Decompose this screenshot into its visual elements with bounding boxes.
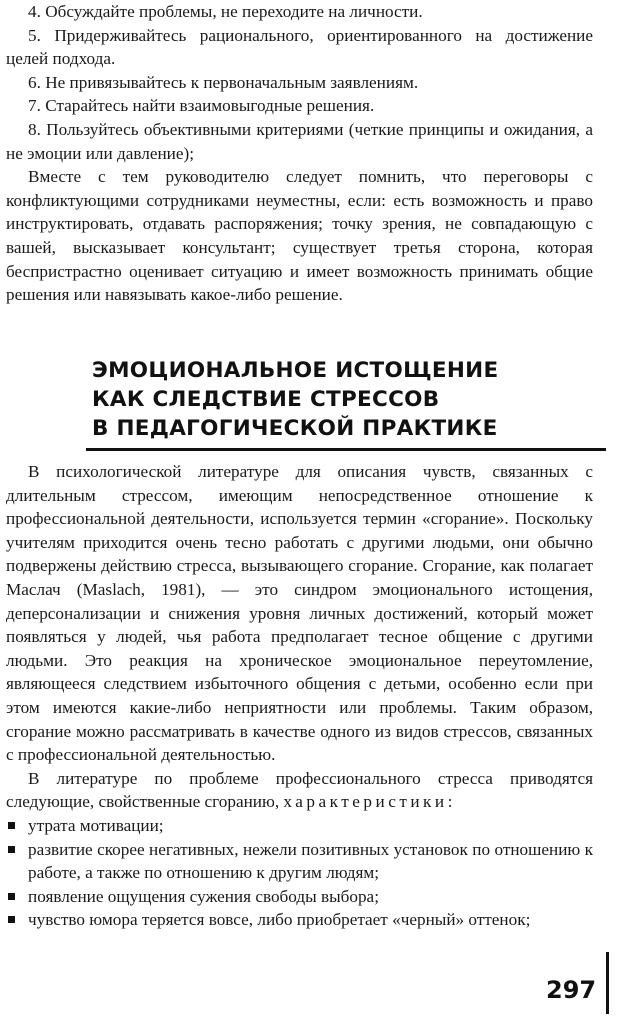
list-item: 7. Старайтесь найти взаимовыгодные решения.	[28, 96, 375, 116]
bullet-text: появление ощущения сужения свободы выбора;	[28, 886, 379, 906]
square-bullet-icon	[8, 893, 15, 900]
paragraph: Вместе с тем руководителю следует помнить, что переговоры с конфликтующими сотрудниками неуместны, если: есть возможность и право инструктировать, отдавать распоряжения; точку зрения, не совпадающую с вашей, высказывает консультант; существует третья сторона, которая беспристрастно оценивает ситуацию и имеет возможность принимать общие решения или навязывать какое-либо решение.	[6, 167, 593, 305]
list-item: 8. Пользуйтесь объективными критериями (четкие принципы и ожидания, а не эмоции или давление);	[6, 119, 593, 163]
heading-line: КАК СЛЕДСТВИЕ СТРЕССОВ	[92, 387, 440, 412]
square-bullet-icon	[8, 916, 15, 923]
bullet-text: утрата мотивации;	[28, 815, 164, 835]
heading-line: ЭМОЦИОНАЛЬНОЕ ИСТОЩЕНИЕ	[92, 358, 499, 383]
paragraph: В психологической литературе для описания чувств, связанных с длительным стрессом, имеющим непосредственное отношение к профессиональной деятельности, используется термин «сгорание». Поскольку учителям приходится очень тесно работать с другими людьми, они обычно подвержены действию стресса, вызывающего сгорание. Сгорание, как полагает Маслач (Maslach, 1981), — это синдром эмоционального истощения, деперсонализации и снижения уровня личных достижений, который может появляться у людей, чья работа предполагает тесное общение с другими людьми. Это реакция на хроническое эмоциональное переутомление, являющееся следствием избыточного общения с детьми, особенно если при этом имеются какие-либо неприятности или проблемы. Таким образом, сгорание можно рассматривать в качестве одного из видов стрессов, связанных с профессиональной деятельностью.	[6, 462, 593, 765]
list-item: 6. Не привязывайтесь к первоначальным заявлениям.	[28, 72, 419, 92]
top-text-block	[6, 0, 593, 307]
bullet-item	[6, 838, 593, 885]
bullet-item	[6, 814, 593, 838]
section-heading	[92, 356, 602, 443]
square-bullet-icon	[8, 822, 15, 829]
paragraph-lead: В литературе по проблеме профессионального стресса приводятся следующие, свойственные сгоранию,	[6, 768, 593, 812]
margin-rule	[606, 952, 609, 1014]
list-item: 5. Придерживайтесь рационального, ориентированного на достижение целей подхода.	[6, 25, 593, 69]
heading-underline	[86, 448, 606, 451]
bullet-text: чувство юмора теряется вовсе, либо приобретает «черный» оттенок;	[28, 910, 531, 930]
bottom-text-block	[6, 460, 593, 932]
bullet-text: развитие скорее негативных, нежели позитивных установок по отношению к работе, а также по отношению к другим людям;	[28, 839, 593, 883]
bullet-item	[6, 885, 593, 909]
paragraph	[6, 767, 593, 814]
heading-line: В ПЕДАГОГИЧЕСКОЙ ПРАКТИКЕ	[92, 416, 498, 441]
page-number: 297	[546, 976, 597, 1004]
emphasized-word: характеристики:	[283, 792, 456, 812]
list-item: 4. Обсуждайте проблемы, не переходите на личности.	[28, 2, 423, 21]
bullet-item	[6, 908, 593, 932]
square-bullet-icon	[8, 846, 15, 853]
bullet-list	[6, 814, 593, 932]
